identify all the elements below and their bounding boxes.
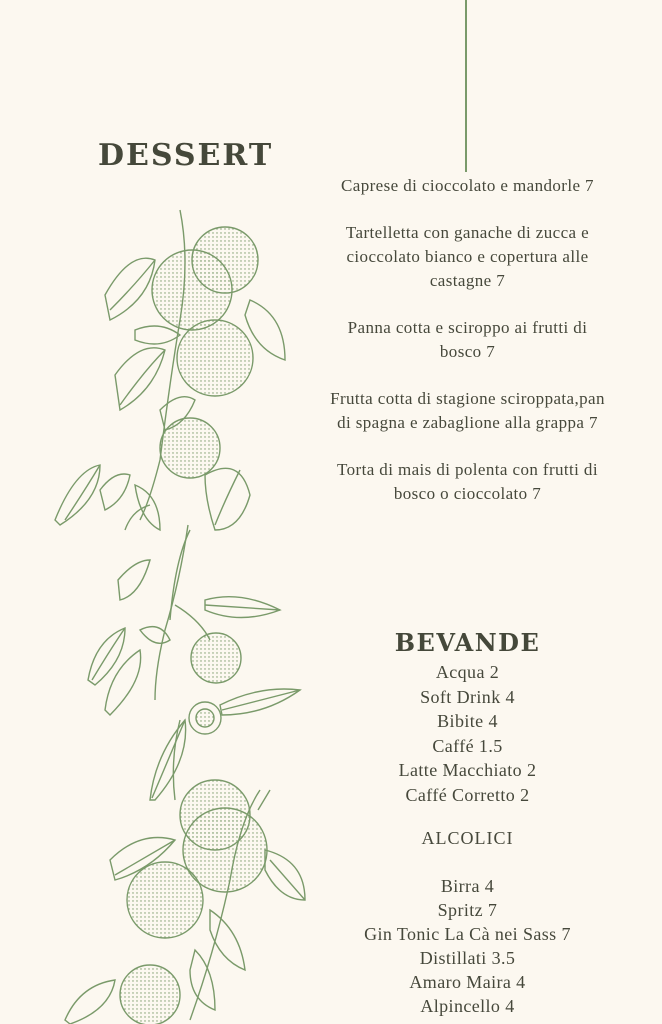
bevanda-item: Caffé Corretto 2 (405, 784, 530, 805)
bevanda-item: Latte Macchiato 2 (398, 760, 537, 780)
bevanda-item: Caffé 1.5 (432, 735, 503, 756)
dessert-item: Frutta cotta di stagione sciroppata,pan di spagna e zabaglione alla grappa 7 (330, 389, 605, 432)
alcolico-item: Amaro Maira 4 (409, 972, 526, 992)
decorative-vertical-line (465, 0, 467, 172)
alcolico-item: Alpincello 4 (420, 996, 515, 1016)
bevande-heading: BEVANDE (394, 628, 541, 657)
alcolico-item: Birra 4 (440, 876, 495, 896)
bevanda-item: Soft Drink 4 (420, 686, 515, 707)
dessert-item: Torta di mais di polenta con frutti di bosco o cioccolato 7 (337, 460, 598, 503)
bevande-list (330, 660, 605, 807)
alcolici-heading: ALCOLICI (421, 828, 514, 848)
dessert-item: Panna cotta e sciroppo ai frutti di bosco 7 (347, 318, 588, 361)
alcolici-list (330, 874, 605, 1018)
dessert-item: Caprese di cioccolato e mandorle 7 (341, 176, 594, 195)
dessert-list (330, 174, 605, 529)
alcolico-item: Spritz 7 (437, 900, 498, 920)
alcolico-item: Gin Tonic La Cà nei Sass 7 (364, 924, 571, 944)
dessert-item: Tartelletta con ganache di zucca e cioccolato bianco e copertura alle castagne 7 (345, 223, 590, 290)
alcolico-item: Distillati 3.5 (419, 948, 516, 968)
bevanda-item: Acqua 2 (435, 662, 500, 682)
citrus-branch-illustration (40, 200, 330, 1024)
bevanda-item: Bibite 4 (437, 711, 498, 731)
dessert-heading: DESSERT (98, 138, 274, 173)
